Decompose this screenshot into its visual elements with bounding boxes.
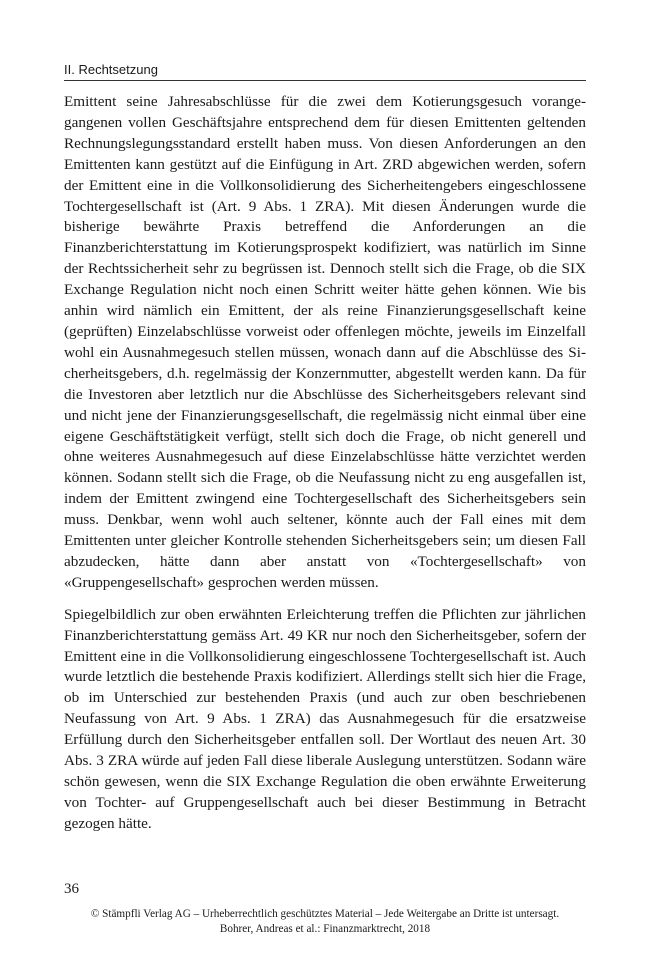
book-citation: Bohrer, Andreas et al.: Finanzmarktrecht, 2018 xyxy=(219,923,431,935)
copyright-notice: © Stämpfli Verlag AG – Urheberrechtlich geschütztes Material – Jede Weitergabe an Dritte ist untersagt. xyxy=(90,908,560,920)
body-text xyxy=(64,92,586,835)
paragraph-2: Spiegelbildlich zur oben erwähnten Erleichterung treffen die Pflichten zur jährlichen Finanzberichterstattung gemäss Art. 49 KR nur noch den Sicherheitsgeber, sofern der Emittent eine in die Vollkonsolidierung eingeschlossene Tochtergesellschaft ist. Auch wurde letztlich die bestehende Praxis kodifiziert. Allerdings stellt sich hier die Frage, ob im Unterschied zur bestehenden Praxis (und auch zur oben beschriebenen Neufassung von Art. 9 Abs. 1 ZRA) das Ausnahmegesuch für die ersatzweise Erfüllung durch den Sicherheitsgeber entfallen soll. Der Wortlaut des neuen Art. 30 Abs. 3 ZRA würde auf jeden Fall diese liberale Auslegung unterstützen. Sodann wäre schön gewesen, wenn die SIX Exchange Regulation die oben erwähnte Erweiterung von Tochter- auf Gruppengesellschaft auch bei dieser Bestimmung in Betracht gezogen hätte. xyxy=(64,605,586,832)
page-footer xyxy=(20,907,630,937)
page-number: 36 xyxy=(64,881,79,897)
paragraph-1: Emittent seine Jahresabschlüsse für die zwei dem Kotierungsgesuch vorangegangenen vollen Geschäftsjahre entsprechend dem für diesen Emittenten geltenden Rechnungslegungsstandard erstellt haben muss. Von diesen Anforderungen an den Emittenten kann gestützt auf die Einfügung in Art. ZRD abgewichen werden, sofern der Emittent eine in die Vollkonsolidierung des Sicherheitengebers eingeschlossene Tochtergesellschaft ist (Art. 9 Abs. 1 ZRA). Mit diesen Änderungen wurde die bisherige bewährte Praxis betreffend die Anforderungen an die Finanzberichterstattung im Kotierungsprospekt kodifiziert, was natürlich im Sinne der Rechtssicherheit sehr zu begrüssen ist. Dennoch stellt sich die Frage, ob die SIX Exchange Regulation nicht noch einen Schritt weiter hätte gehen können. Wie bis anhin wird nämlich ein Emittent, der als reine Finanzierungsgesellschaft keine (geprüften) Einzelabschlüsse vorweist oder offenlegen möchte, jeweils im Einzelfall wohl ein Ausnahmegesuch stellen müssen, wonach dann auf die Abschlüsse des Sicherheitsgebers, d.h. regelmässig der Konzernmutter, abgestellt werden kann. Da für die Investoren aber letztlich nur die Abschlüsse des Sicherheitsgebers relevant sind und nicht jene der Finanzierungsgesellschaft, die regelmässig nicht einmal über eine eigene Geschäftstätigkeit verfügt, stellt sich doch die Frage, ob nicht generell und ohne weiteres Ausnahmegesuch auf diese Einzelabschlüsse hätte verzichtet werden können. Sodann stellt sich die Frage, ob die Neufassung nicht zu eng ausgefallen ist, indem der Emittent zwingend eine Tochtergesellschaft des Sicherheitsgebers sein muss. Denkbar, wenn wohl auch seltener, könnte auch der Fall eines mit dem Emittenten unter gleicher Kontrolle stehenden Sicherheitsgebers sein; um diesen Fall abzudecken, hätte dann aber anstatt von «Tochtergesellschaft» von «Gruppengesellschaft» gesprochen werden müssen. xyxy=(64,93,586,591)
running-header: II. Rechtsetzung xyxy=(64,62,586,81)
